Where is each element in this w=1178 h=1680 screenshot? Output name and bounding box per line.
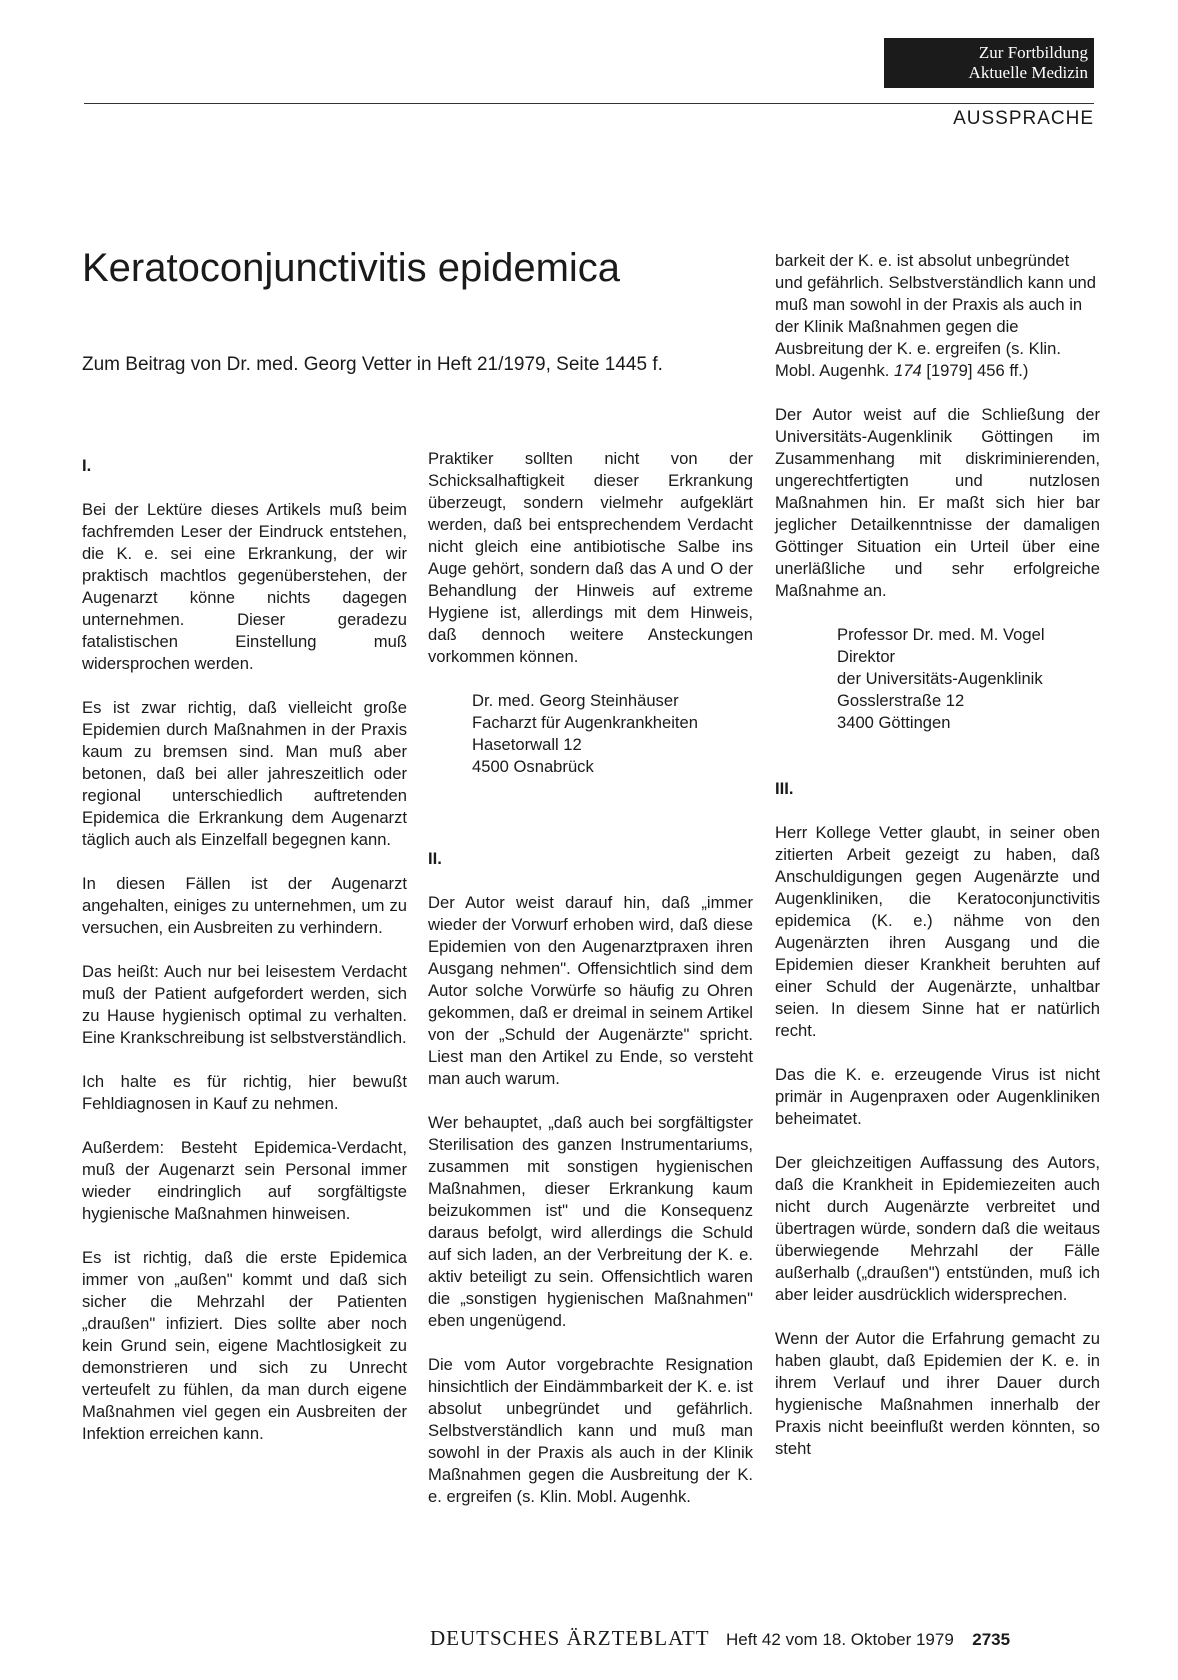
signature-line: der Universitäts-Augenklinik — [837, 669, 1043, 688]
section-heading-1: I. — [82, 456, 92, 475]
page-number: 2735 — [972, 1630, 1011, 1649]
signature-line: Facharzt für Augenkrankheiten — [472, 713, 698, 732]
paragraph: Außerdem: Besteht Epidemica-Verdacht, muß der Augenarzt sein Personal immer wieder eindringlich auf sorgfältigste hygienische Maßnahmen hinweisen. — [82, 1138, 407, 1223]
journal-name: DEUTSCHES ÄRZTEBLATT — [430, 1626, 710, 1650]
signature-line: 3400 Göttingen — [837, 713, 951, 732]
paragraph-continued: barkeit der K. e. ist absolut unbegründet und gefährlich. Selbstverständlich kann und muß man sowohl in der Praxis als auch in der Klinik Maßnahmen gegen die Ausbreitung der K. e. ergreifen (s. Klin. Mobl. Augenhk. 174 [1979] 456 ff.) — [775, 251, 1097, 380]
signature-line: 4500 Osnabrück — [472, 757, 594, 776]
paragraph: Der Autor weist auf die Schließung der Universitäts-Augenklinik Göttingen im Zusammenhang mit diskriminierenden, ungerechtfertigten und nutzlosen Maßnahmen hin. Er maßt sich hier bar jeglicher Detailkenntnisse der damaligen Göttinger Situation ein Urteil über eine unerläßliche und sehr erfolgreiche Maßnahme an. — [775, 405, 1100, 600]
paragraph: Das heißt: Auch nur bei leisestem Verdacht muß der Patient aufgefordert werden, sich zu Hause hygienisch optimal zu verhalten. Eine Krankschreibung ist selbstverständlich. — [82, 962, 407, 1047]
article-subtitle: Zum Beitrag von Dr. med. Georg Vetter in Heft 21/1979, Seite 1445 f. — [82, 354, 663, 375]
paragraph: Die vom Autor vorgebrachte Resignation hinsichtlich der Eindämmbarkeit der K. e. ist absolut unbegründet und gefährlich. Selbstverständlich kann und muß man sowohl in der Praxis als auch in der Klinik Maßnahmen gegen die Ausbreitung der K. e. ergreifen (s. Klin. Mobl. Augenhk. — [428, 1355, 753, 1506]
paragraph: Bei der Lektüre dieses Artikels muß beim fachfremden Leser der Eindruck entstehen, die K. e. sei eine Erkrankung, der wir praktisch machtlos gegenüberstehen, der Augenarzt könne nichts dagegen unternehmen. Dieser geradezu fatalistischen Einstellung muß widersprochen werden. — [82, 500, 407, 673]
issue-info: Heft 42 vom 18. Oktober 1979 — [726, 1630, 954, 1649]
column-2 — [428, 448, 753, 1530]
paragraph: Der gleichzeitigen Auffassung des Autors, daß die Krankheit in Epidemiezeiten auch nicht durch Augenärzte verbreitet und übertragen würde, sondern daß die weitaus überwiegende Mehrzahl der Fälle außerhalb („draußen") entstünden, muß ich aber leider ausdrücklich widersprechen. — [775, 1153, 1100, 1304]
column-3 — [775, 250, 1100, 1482]
signature-line: Direktor — [837, 647, 896, 666]
paragraph: Wer behauptet, „daß auch bei sorgfältigster Sterilisation des ganzen Instrumentariums, zusammen mit sonstigen hygienischen Maßnahmen, dieser Erkrankung kaum beizukommen ist" und die Konsequenz daraus befolgt, wird allerdings die Schuld auf sich laden, an der Verbreitung der K. e. aktiv beteiligt zu sein. Offensichtlich waren die „sonstigen hygienischen Maßnahmen" eben ungenügend. — [428, 1113, 753, 1330]
signature-name: Professor Dr. med. M. Vogel — [837, 625, 1045, 644]
paragraph: Herr Kollege Vetter glaubt, in seiner oben zitierten Arbeit gezeigt zu haben, daß Anschuldigungen gegen Augenärzte und Augenkliniken, die Keratoconjunctivitis epidemica (K. e.) nähme von den Augenärzten ihren Ausgang und die Epidemien dieser Krankheit beruhten auf einer Schuld der Augenärzte, unhaltbar seien. In diesem Sinne hat er natürlich recht. — [775, 823, 1100, 1040]
section-heading-2: II. — [428, 849, 442, 868]
author-signature-1 — [472, 690, 753, 778]
paragraph: Es ist richtig, daß die erste Epidemica immer von „außen" kommt und daß sich sicher die Mehrzahl der Patienten „draußen" infiziert. Dies sollte aber noch kein Grund sein, eigene Machtlosigkeit zu demonstrieren und sich zu Unrecht verteufelt zu fühlen, da man durch eigene Maßnahmen viel gegen ein Ausbreiten der Infektion erreichen kann. — [82, 1248, 407, 1443]
author-signature-2 — [837, 624, 1100, 734]
section-label: AUSSPRACHE — [953, 108, 1094, 129]
paragraph: Praktiker sollten nicht von der Schicksalhaftigkeit dieser Erkrankung überzeugt, sondern vielmehr aufgeklärt werden, daß bei entsprechendem Verdacht nicht gleich eine antibiotische Salbe ins Auge gehört, sondern daß das A und O der Behandlung der Hinweis auf extreme Hygiene ist, allerdings mit dem Hinweis, daß dennoch weitere Ansteckungen vorkommen können. — [428, 449, 753, 666]
header-rule — [84, 103, 1094, 104]
signature-name: Dr. med. Georg Steinhäuser — [472, 691, 679, 710]
paragraph: Es ist zwar richtig, daß vielleicht große Epidemien durch Maßnahmen in der Praxis kaum zu bremsen sind. Man muß aber betonen, daß bei aller jahreszeitlich oder regional unterschiedlich auftretenden Epidemica die Erkrankung dem Augenarzt täglich auch als Einzelfall begegnen kann. — [82, 698, 407, 849]
article-title: Keratoconjunctivitis epidemica — [82, 246, 621, 290]
section-heading-3: III. — [775, 779, 794, 798]
badge-line-2: Aktuelle Medizin — [968, 63, 1088, 82]
citation-end: [1979] 456 ff.) — [926, 361, 1029, 380]
signature-line: Hasetorwall 12 — [472, 735, 582, 754]
badge-line-1: Zur Fortbildung — [978, 43, 1088, 62]
paragraph: Der Autor weist darauf hin, daß „immer wieder der Vorwurf erhoben wird, daß diese Epidemien von den Augenarztpraxen ihren Ausgang nehmen". Offensichtlich sind dem Autor solche Vorwürfe so häufig zu Ohren gekommen, daß er dreimal in seinem Artikel von der „Schuld der Augenärzte" spricht. Liest man den Artikel zu Ende, so versteht man auch warum. — [428, 893, 753, 1088]
volume-number: 174 — [894, 361, 922, 380]
page-footer — [430, 1626, 1010, 1651]
paragraph: Das die K. e. erzeugende Virus ist nicht primär in Augenpraxen oder Augenkliniken beheimatet. — [775, 1065, 1100, 1128]
paragraph: In diesen Fällen ist der Augenarzt angehalten, einiges zu unternehmen, um zu versuchen, ein Ausbreiten zu verhindern. — [82, 874, 407, 937]
column-1 — [82, 455, 407, 1467]
paragraph: Ich halte es für richtig, hier bewußt Fehldiagnosen in Kauf zu nehmen. — [82, 1072, 407, 1113]
section-badge — [884, 38, 1094, 88]
paragraph: Wenn der Autor die Erfahrung gemacht zu haben glaubt, daß Epidemien der K. e. in ihrem Verlauf und ihrer Dauer durch hygienische Maßnahmen innerhalb der Praxis nicht beeinflußt werden könnten, so steht — [775, 1329, 1100, 1458]
signature-line: Gosslerstraße 12 — [837, 691, 965, 710]
